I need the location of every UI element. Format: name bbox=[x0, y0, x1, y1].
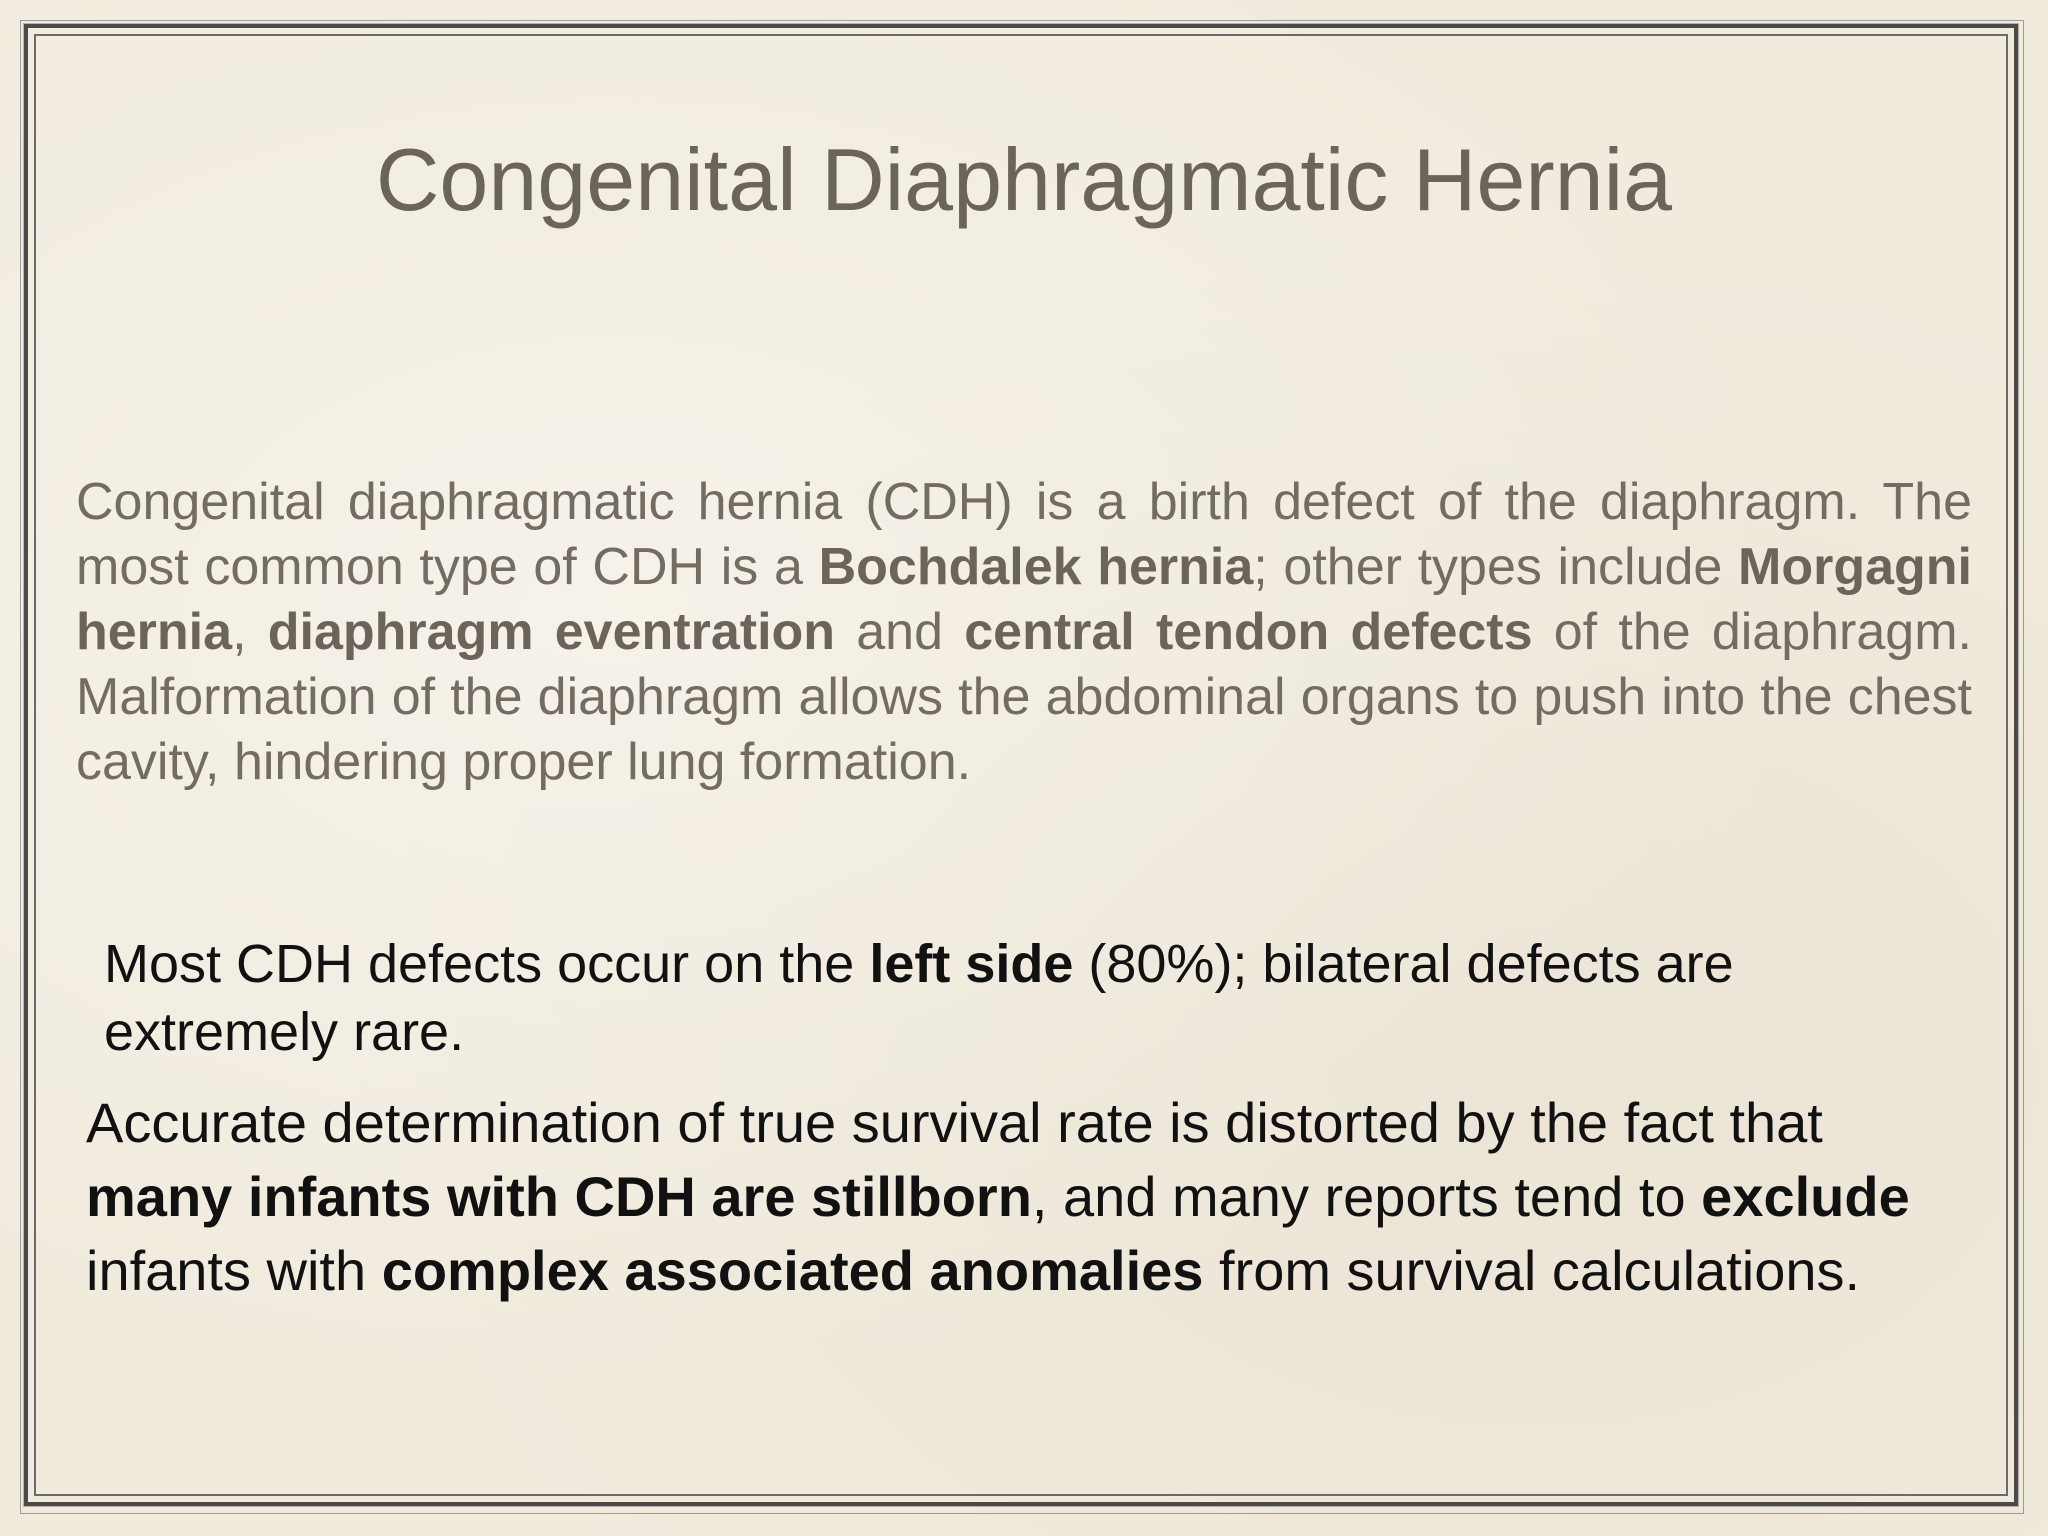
text-run: ; other types include bbox=[1253, 538, 1739, 596]
survival-paragraph bbox=[86, 1086, 1926, 1308]
text-run: (80%); bilateral defects are extremely rare. bbox=[104, 934, 1734, 1062]
text-run: , and many reports tend to bbox=[1031, 1165, 1702, 1228]
bold-term-central-tendon: central tendon defects bbox=[964, 603, 1533, 661]
bold-term-morgagni: Morgagni hernia bbox=[76, 538, 1972, 661]
slide-title: Congenital Diaphragmatic Hernia bbox=[375, 130, 1673, 229]
text-run: and bbox=[835, 603, 965, 661]
definition-paragraph bbox=[76, 470, 1972, 795]
text-run: Congenital diaphragmatic hernia (CDH) is a birth defect of the diaphragm. The most common type of CDH is a bbox=[76, 473, 1972, 596]
text-run: infants with bbox=[86, 1239, 382, 1302]
bold-term-exclude: exclude bbox=[1701, 1165, 1910, 1228]
text-run: from survival calculations. bbox=[1203, 1239, 1861, 1302]
text-run: , bbox=[232, 603, 268, 661]
text-run: Most CDH defects occur on the bbox=[104, 934, 870, 994]
bold-term-left-side: left side bbox=[869, 934, 1074, 994]
bold-term-stillborn: many infants with CDH are stillborn bbox=[86, 1165, 1032, 1228]
bold-term-eventration: diaphragm eventration bbox=[267, 603, 836, 661]
side-paragraph bbox=[104, 930, 1924, 1066]
text-run: of the diaphragm. Malformation of the diaphragm allows the abdominal organs to push into the chest cavity, hindering proper lung formation. bbox=[76, 603, 1972, 791]
bold-term-complex-anomalies: complex associated anomalies bbox=[381, 1239, 1204, 1302]
bold-term-bochdalek: Bochdalek hernia bbox=[818, 538, 1254, 596]
text-run: Accurate determination of true survival rate is distorted by the fact that bbox=[86, 1091, 1823, 1154]
